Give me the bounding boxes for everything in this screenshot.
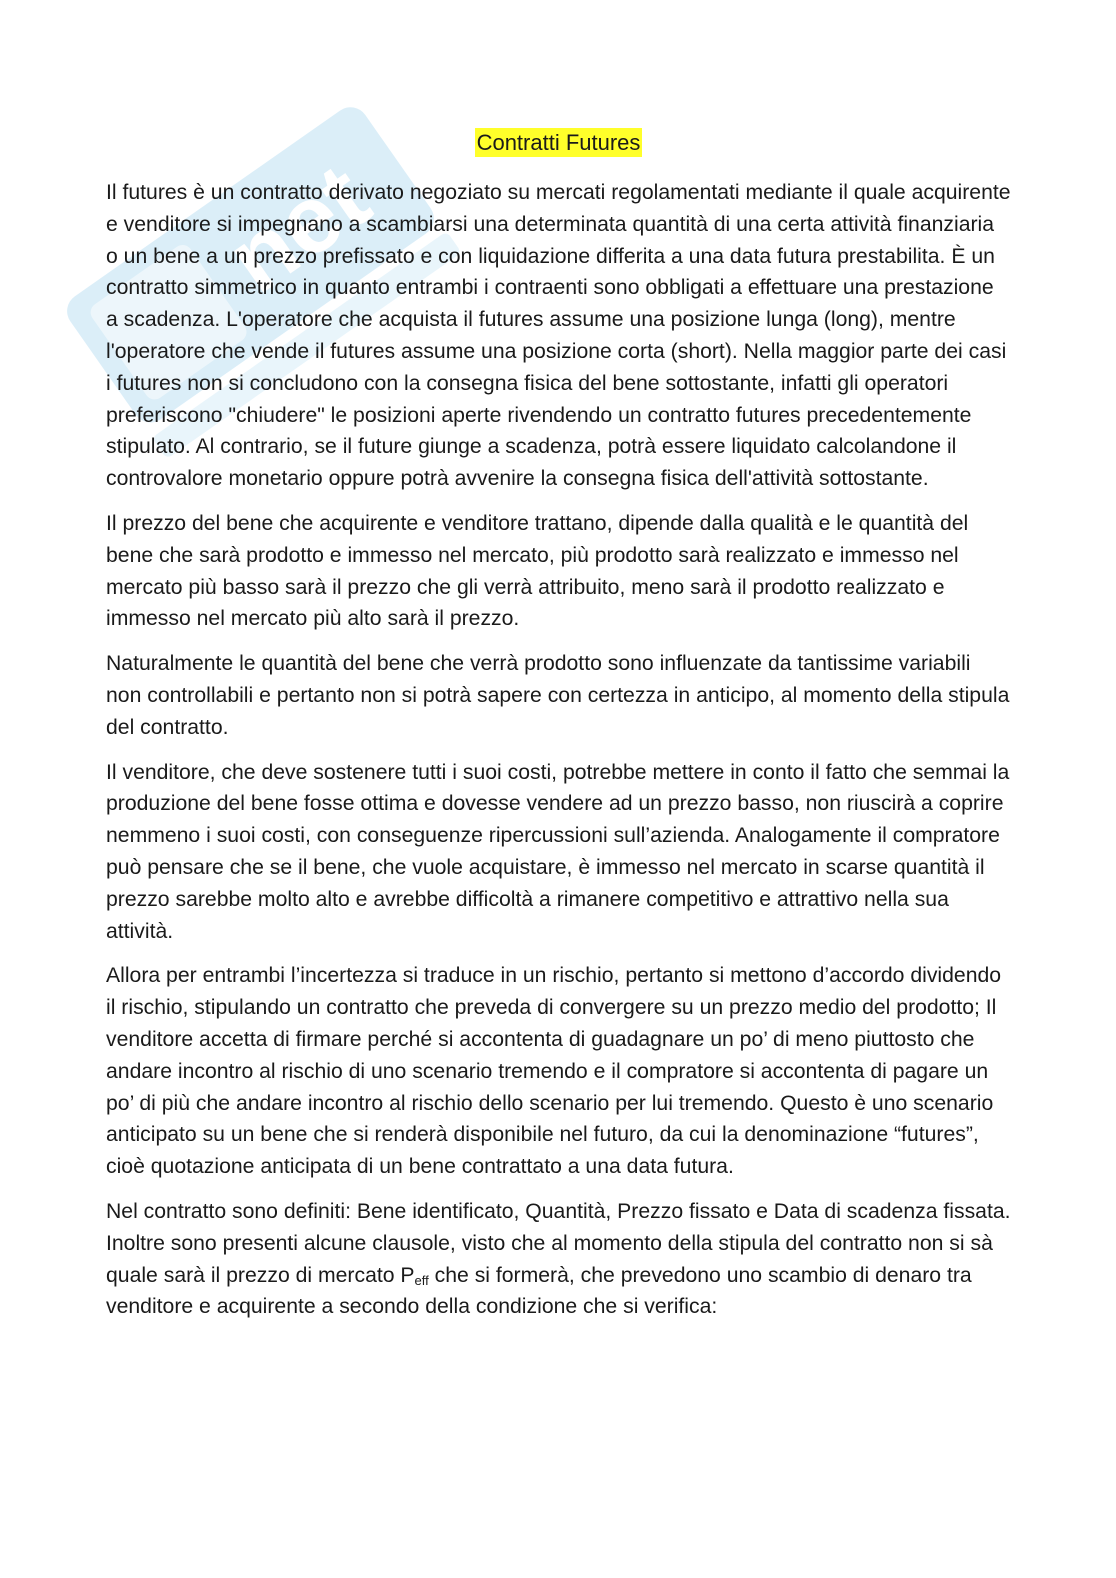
paragraph-6-part-1: Nel contratto sono definiti: Bene identificato, Quantità, Prezzo fissato e Data di scadenza fissata. Inoltre sono presenti alcune clausole, visto che al momento della stipula del contratto non si sà quale sarà il prezzo di mercato P [106, 1199, 1011, 1287]
document-body [106, 128, 1011, 1336]
paragraph-2: Il prezzo del bene che acquirente e venditore trattano, dipende dalla qualità e le quantità del bene che sarà prodotto e immesso nel mercato, più prodotto sarà realizzato e immesso nel mercato più basso sarà il prezzo che gli verrà attribuito, meno sarà il prodotto realizzato e immesso nel mercato più alto sarà il prezzo. [106, 511, 969, 631]
paragraph-1: Il futures è un contratto derivato negoziato su mercati regolamentati mediante il quale acquirente e venditore si impegnano a scambiarsi una determinata quantità di una certa attività finanziaria o un bene a un prezzo prefissato e con liquidazione differita a una data futura prestabilita. È un contratto simmetrico in quanto entrambi i contraenti sono obbligati a effettuare una prestazione a scadenza. L'operatore che acquista il futures assume una posizione lunga (long), mentre l'operatore che vende il futures assume una posizione corta (short). Nella maggior parte dei casi i futures non si concludono con la consegna fisica del bene sottostante, infatti gli operatori preferiscono "chiudere" le posizioni aperte rivendendo un contratto futures precedentemente stipulato. Al contrario, se il future giunge a scadenza, potrà essere liquidato calcolandone il controvalore monetario oppure potrà avvenire la consegna fisica dell'attività sottostante. [106, 181, 1011, 491]
paragraph-5: Allora per entrambi l’incertezza si traduce in un rischio, pertanto si mettono d’accordo dividendo il rischio, stipulando un contratto che preveda di convergere su un prezzo medio del prodotto; Il venditore accetta di firmare perché si accontenta di guadagnare un po’ di meno piuttosto che andare incontro al rischio di uno scenario tremendo e il compratore si accontenta di pagare un po’ di più che andare incontro al rischio dello scenario per lui tremendo. Questo è uno scenario anticipato su un bene che si renderà disponibile nel futuro, da cui la denominazione “futures”, cioè quotazione anticipata di un bene contrattato a una data futura. [106, 964, 1002, 1179]
paragraph-6-part-2: che si formerà, che prevedono uno scambio di denaro tra venditore e acquirente a secondo della condizione che si verifica: [106, 1263, 972, 1319]
paragraph-3: Naturalmente le quantità del bene che verrà prodotto sono influenzate da tantissime variabili non controllabili e pertanto non si potrà sapere con certezza in anticipo, al momento della stipula del contratto. [106, 652, 1010, 739]
watermark-label: net [208, 143, 388, 314]
page-title: Contratti Futures [476, 130, 641, 155]
paragraph-6 [106, 1196, 1011, 1323]
title-block [106, 128, 1011, 157]
paragraph-4: Il venditore, che deve sostenere tutti i suoi costi, potrebbe mettere in conto il fatto che semmai la produzione del bene fosse ottima e dovesse vendere ad un prezzo basso, non riuscirà a coprire nemmeno i suoi costi, con conseguenze ripercussioni sull’azienda. Analogamente il compratore può pensare che se il bene, che vuole acquistare, è immesso nel mercato in scarse quantità il prezzo sarebbe molto alto e avrebbe difficoltà a rimanere competitivo e attrattivo nella sua attività. [106, 760, 1010, 943]
price-subscript: eff [414, 1272, 429, 1288]
